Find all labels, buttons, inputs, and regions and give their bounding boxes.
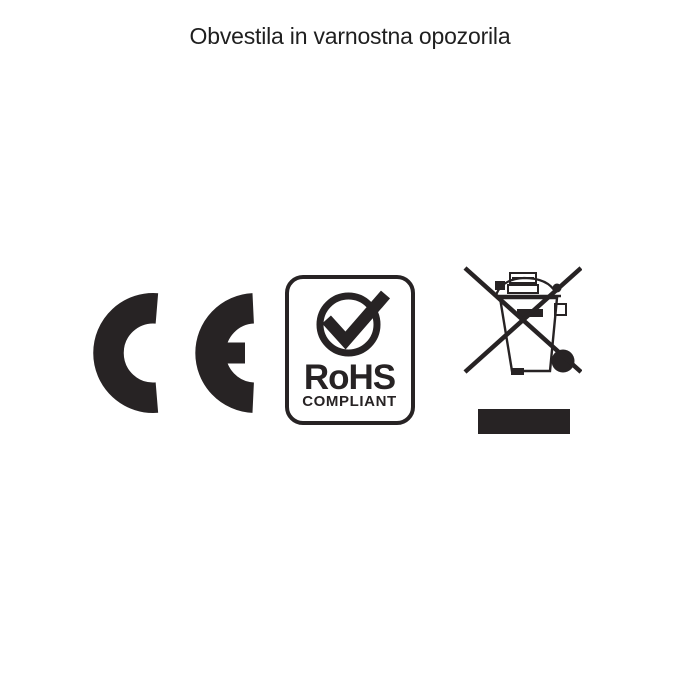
weee-crossed-out-wheeled-bin-icon [462,265,582,435]
page-title: Obvestila in varnostna opozorila [189,23,511,49]
rohs-sublabel: COMPLIANT [302,393,397,410]
ce-letter-e-bar [210,343,245,364]
ce-letter-c [108,308,156,398]
weee-lid-cap [508,285,538,293]
ce-mark-icon [90,291,260,415]
weee-lid-left-knob [495,281,505,290]
rohs-label: RoHS [303,358,396,397]
weee-foot [511,368,524,375]
rohs-badge [285,275,415,425]
weee-black-bar [478,409,570,434]
